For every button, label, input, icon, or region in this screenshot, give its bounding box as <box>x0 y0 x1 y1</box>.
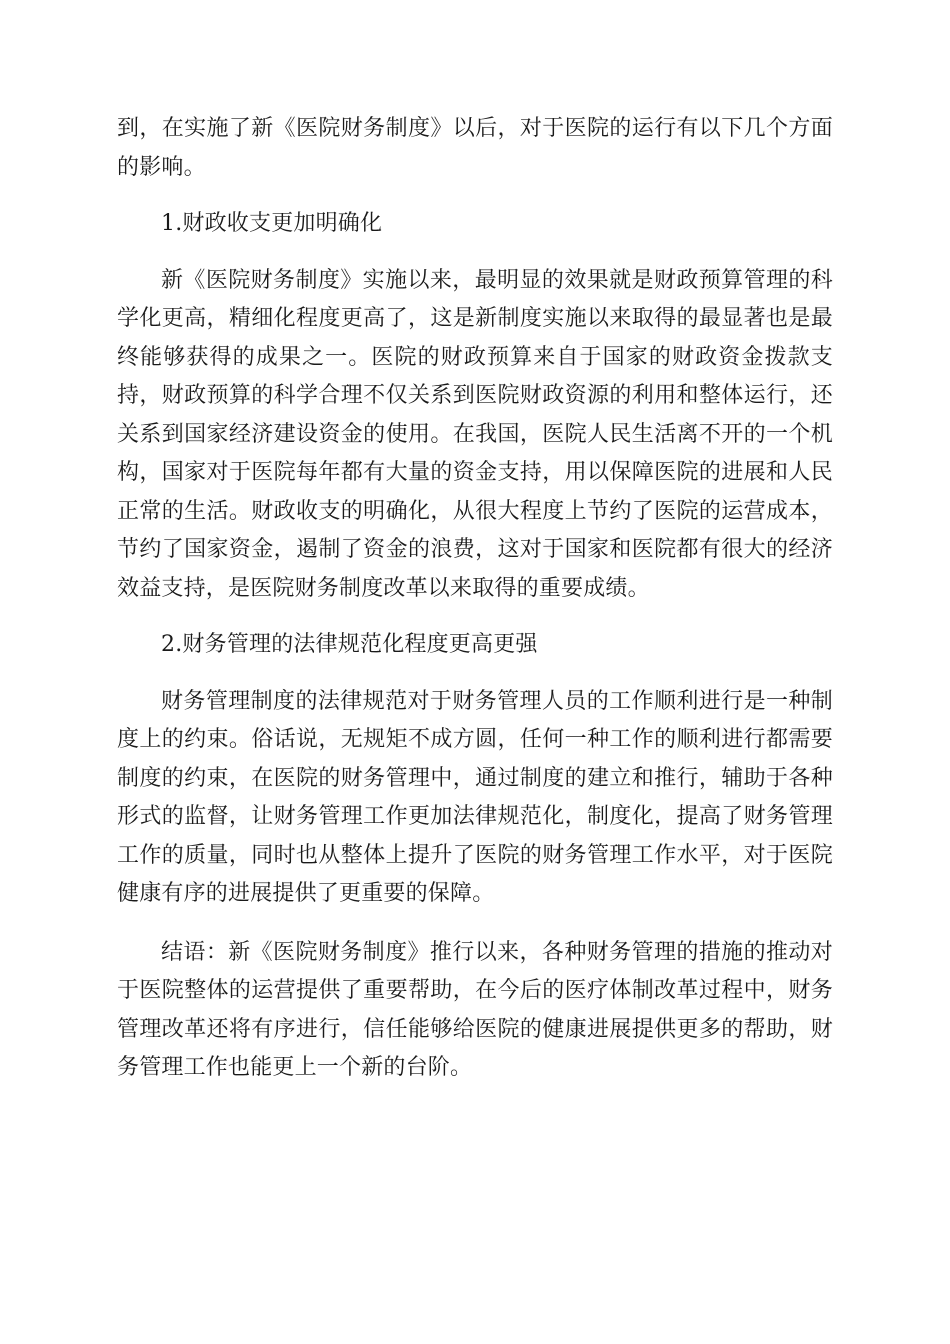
conclusion-paragraph: 结语：新《医院财务制度》推行以来，各种财务管理的措施的推动对于医院整体的运营提供了重要帮助，在今后的医疗体制改革过程中，财务管理改革还将有序进行，信任能够给医院的健康进展提供更多的帮助，财务管理工作也能更上一个新的台阶。 <box>117 939 833 1080</box>
document-body <box>117 110 833 1088</box>
section-1-paragraph: 新《医院财务制度》实施以来，最明显的效果就是财政预算管理的科学化更高，精细化程度更高了，这是新制度实施以来取得的最显著也是最终能够获得的成果之一。医院的财政预算来自于国家的财政资金拨款支持，财政预算的科学合理不仅关系到医院财政资源的利用和整体运行，还关系到国家经济建设资金的使用。在我国，医院人民生活离不开的一个机构，国家对于医院每年都有大量的资金支持，用以保障医院的进展和人民正常的生活。财政收支的明确化，从很大程度上节约了医院的运营成本，节约了国家资金，遏制了资金的浪费，这对于国家和医院都有很大的经济效益支持，是医院财务制度改革以来取得的重要成绩。 <box>117 267 833 601</box>
section-heading-1: 1.财政收支更加明确化 <box>161 211 383 236</box>
section-2-paragraph: 财务管理制度的法律规范对于财务管理人员的工作顺利进行是一种制度上的约束。俗话说，无规矩不成方圆，任何一种工作的顺利进行都需要制度的约束，在医院的财务管理中，通过制度的建立和推行，辅助于各种形式的监督，让财务管理工作更加法律规范化，制度化，提高了财务管理工作的质量，同时也从整体上提升了医院的财务管理工作水平，对于医院健康有序的进展提供了更重要的保障。 <box>117 688 833 906</box>
intro-continuation-paragraph: 到，在实施了新《医院财务制度》以后，对于医院的运行有以下几个方面的影响。 <box>117 116 833 180</box>
section-heading-2: 2.财务管理的法律规范化程度更高更强 <box>161 632 538 657</box>
